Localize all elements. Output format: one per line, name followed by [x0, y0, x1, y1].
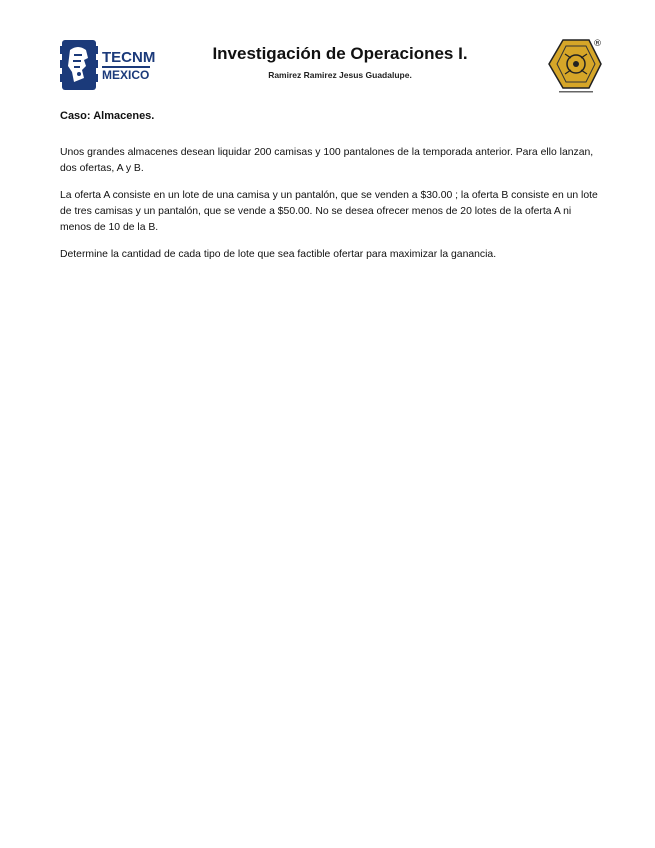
tecnm-logo-graphic — [60, 36, 160, 94]
tecnm-logo-text-top: TECNM — [102, 49, 156, 66]
registered-mark: ® — [593, 39, 602, 49]
case-title: Caso: Almacenes. — [60, 110, 155, 122]
institution-seal-graphic — [543, 36, 605, 94]
tecnm-logo-text-bottom: MEXICO — [102, 68, 150, 82]
document-title: Investigación de Operaciones I. — [212, 44, 468, 63]
tecnm-logo — [60, 36, 160, 94]
paragraph-3: Determine la cantidad de cada tipo de lote que sea factible ofertar para maximizar la ganancia. — [60, 249, 497, 260]
document-author: Ramirez Ramirez Jesus Guadalupe. — [268, 70, 412, 80]
paragraph-1: Unos grandes almacenes desean liquidar 200 camisas y 100 pantalones de la temporada anterior. Para ello lanzan, dos ofertas, A y B. — [60, 147, 594, 174]
institution-seal — [543, 36, 605, 94]
paragraph-2: La oferta A consiste en un lote de una camisa y un pantalón, que se venden a $30.00 ; la oferta B consiste en un lote de tres camisas y un pantalón, que se vende a $50.00. No se desea ofrecer menos de 20 lotes de la oferta A ni menos de 10 de la B. — [60, 190, 598, 233]
